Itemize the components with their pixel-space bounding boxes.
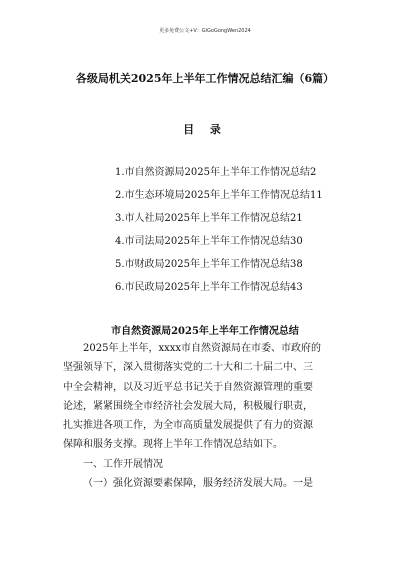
body-line: 保障和服务支撑。现将上半年工作情况总结如下。 <box>63 439 283 451</box>
table-of-contents <box>115 168 323 306</box>
toc-item[interactable]: 3.市人社局2025年上半年工作情况总结21 <box>115 213 303 224</box>
header-note: 更多免费公文+V：GiGoGongWen2024 <box>159 28 251 34</box>
toc-heading: 目 录 <box>183 123 227 136</box>
toc-item[interactable]: 5.市财政局2025年上半年工作情况总结38 <box>115 259 303 270</box>
toc-item[interactable]: 1.市自然资源局2025年上半年工作情况总结2 <box>115 167 317 178</box>
toc-item[interactable]: 2.市生态环境局2025年上半年工作情况总结11 <box>115 190 323 201</box>
toc-item[interactable]: 4.市司法局2025年上半年工作情况总结30 <box>115 236 303 247</box>
body-line: 2025年上半年，xxxx市自然资源局在市委、市政府的 <box>83 343 322 354</box>
section-title: 市自然资源局2025年上半年工作情况总结 <box>111 326 299 337</box>
body-line: 中全会精神，以及习近平总书记关于自然资源管理的重要 <box>63 381 313 393</box>
toc-item[interactable]: 6.市民政局2025年上半年工作情况总结43 <box>115 282 303 293</box>
document-title: 各级局机关2025年上半年工作情况总结汇编（6篇） <box>75 72 335 85</box>
body-line: 坚强领导下，深入贯彻落实党的二十大和二十届二中、三 <box>63 362 313 374</box>
section-heading: 一、工作开展情况 <box>83 458 163 470</box>
body-line: 论述，紧紧围绕全市经济社会发展大局，积极履行职责， <box>63 400 313 412</box>
body-line: 扎实推进各项工作，为全市高质量发展提供了有力的资源 <box>63 420 313 432</box>
body-line: （一）强化资源要素保障，服务经济发展大局。一是 <box>83 478 313 490</box>
body-text <box>63 344 361 498</box>
